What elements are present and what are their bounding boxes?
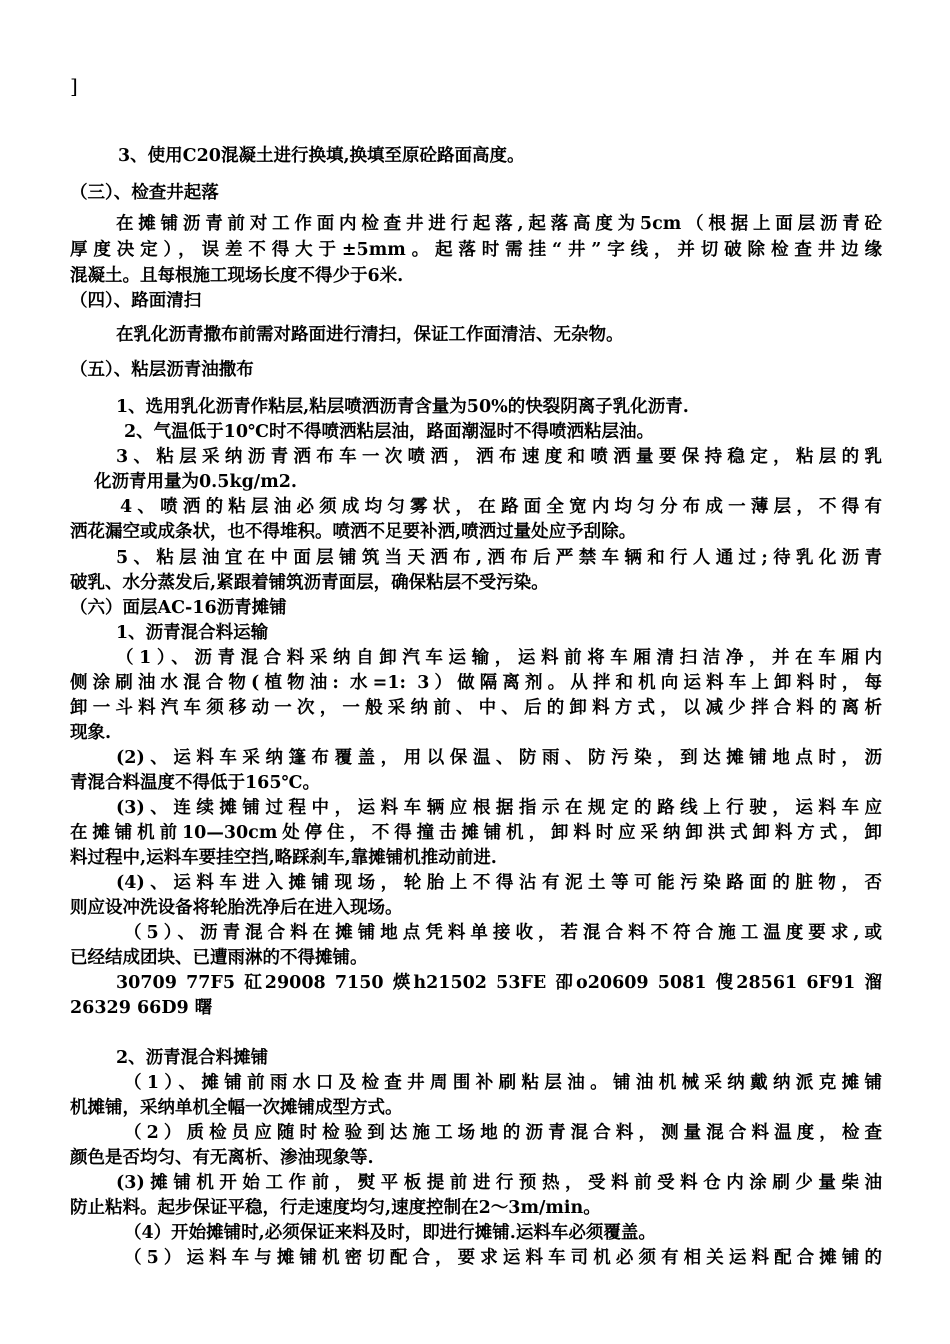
- text-line: 料过程中,运料车要挂空挡,略踩刹车,靠摊铺机推动前进.: [70, 848, 497, 868]
- subsection-heading: 1、沥青混合料运输: [116, 623, 269, 643]
- text-line: 3、粘层采纳沥青洒布车一次喷洒，洒布速度和喷洒量要保持稳定，粘层的乳: [116, 447, 882, 467]
- text-line: （1）、摊铺前雨水口及检查井周围补刷粘层油。铺油机械采纳戴纳派克摊铺: [124, 1073, 882, 1093]
- text-line: （5）运料车与摊铺机密切配合，要求运料车司机必须有相关运料配合摊铺的: [124, 1248, 882, 1268]
- text-line: (2)、运料车采纳篷布覆盖，用以保温、防雨、防污染，到达摊铺地点时，沥: [116, 748, 882, 768]
- text-line: 5、粘层油宜在中面层铺筑当天洒布,洒布后严禁车辆和行人通过;待乳化沥青: [116, 548, 882, 568]
- text-line: 卸一斗料汽车须移动一次，一般采纳前、中、后的卸料方式，以减少拌合料的离析: [70, 698, 882, 718]
- text-line: 已经结成团块、已遭雨淋的不得摊铺。: [70, 948, 368, 968]
- text-line: 混凝土。且每根施工现场长度不得少于6米.: [70, 266, 404, 286]
- text-line: 侧涂刷油水混合物(植物油: 水=1: 3）做隔离剂。从拌和机向运料车上卸料时，每: [70, 673, 882, 693]
- text-line: 厚度决定），误差不得大于±5mm。起落时需挂“井”字线，并切破除检查井边缘: [70, 240, 882, 260]
- text-line: (3)摊铺机开始工作前，熨平板提前进行预热，受料前受料仓内涂刷少量柴油: [116, 1173, 882, 1193]
- section-heading: （六）面层AC-16沥青摊铺: [70, 598, 287, 618]
- text-line: 化沥青用量为0.5kg/m2.: [94, 472, 297, 492]
- section-heading: （五）、粘层沥青油撒布: [70, 360, 254, 380]
- section-heading: （四）、路面清扫: [70, 291, 202, 311]
- garbled-text-line: 30709 77F5 矼29008 7150 煐h21502 53FE 卲o20609 5081 傁28561 6F91 溜: [116, 973, 882, 993]
- text-line: 现象.: [70, 723, 112, 743]
- text-line: （2）质检员应随时检验到达施工场地的沥青混合料，测量混合料温度，检查: [124, 1123, 882, 1143]
- text-line: 在摊铺沥青前对工作面内检查井进行起落,起落高度为5cm（根据上面层沥青砼: [116, 214, 882, 234]
- text-line: 4、喷洒的粘层油必须成均匀雾状，在路面全宽内均匀分布成一薄层，不得有: [120, 497, 882, 517]
- text-line: 洒花漏空或成条状，也不得堆积。喷洒不足要补洒,喷洒过量处应予刮除。: [70, 522, 637, 542]
- text-line: 1、选用乳化沥青作粘层,粘层喷洒沥青含量为50%的快裂阴离子乳化沥青.: [116, 397, 689, 417]
- text-line: 破乳、水分蒸发后,紧跟着铺筑沥青面层，确保粘层不受污染。: [70, 573, 549, 593]
- section-heading: （三）、检查井起落: [70, 183, 219, 203]
- subsection-heading: 2、沥青混合料摊铺: [116, 1048, 269, 1068]
- garbled-text-line: 26329 66D9 曙: [70, 998, 213, 1018]
- text-line: ]: [70, 74, 78, 98]
- text-line: （1）、沥青混合料采纳自卸汽车运输，运料前将车厢清扫洁净，并在车厢内: [116, 648, 882, 668]
- text-line: 青混合料温度不得低于165℃。: [70, 773, 320, 793]
- text-line: 机摊铺，采纳单机全幅一次摊铺成型方式。: [70, 1098, 403, 1118]
- text-line: 则应设冲洗设备将轮胎洗净后在进入现场。: [70, 898, 403, 918]
- text-line: （5）、沥青混合料在摊铺地点凭料单接收，若混合料不符合施工温度要求,或: [124, 923, 882, 943]
- text-line: (3)、连续摊铺过程中，运料车辆应根据指示在规定的路线上行驶，运料车应: [116, 798, 882, 818]
- text-line: 3、使用C20混凝土进行换填,换填至原砼路面高度。: [118, 146, 525, 166]
- text-line: 防止粘料。起步保证平稳，行走速度均匀,速度控制在2～3m/min。: [70, 1198, 601, 1218]
- text-line: 2、气温低于10℃时不得喷洒粘层油，路面潮湿时不得喷洒粘层油。: [124, 422, 654, 442]
- text-line: 在摊铺机前10—30cm处停住，不得撞击摊铺机，卸料时应采纳卸洪式卸料方式，卸: [70, 823, 882, 843]
- text-line: 在乳化沥青撒布前需对路面进行清扫，保证工作面清洁、无杂物。: [116, 325, 624, 345]
- text-line: （4）开始摊铺时,必须保证来料及时，即进行摊铺.运料车必须覆盖。: [124, 1223, 656, 1243]
- text-line: 颜色是否均匀、有无离析、渗油现象等.: [70, 1148, 374, 1168]
- text-line: (4)、运料车进入摊铺现场，轮胎上不得沾有泥土等可能污染路面的脏物，否: [116, 873, 882, 893]
